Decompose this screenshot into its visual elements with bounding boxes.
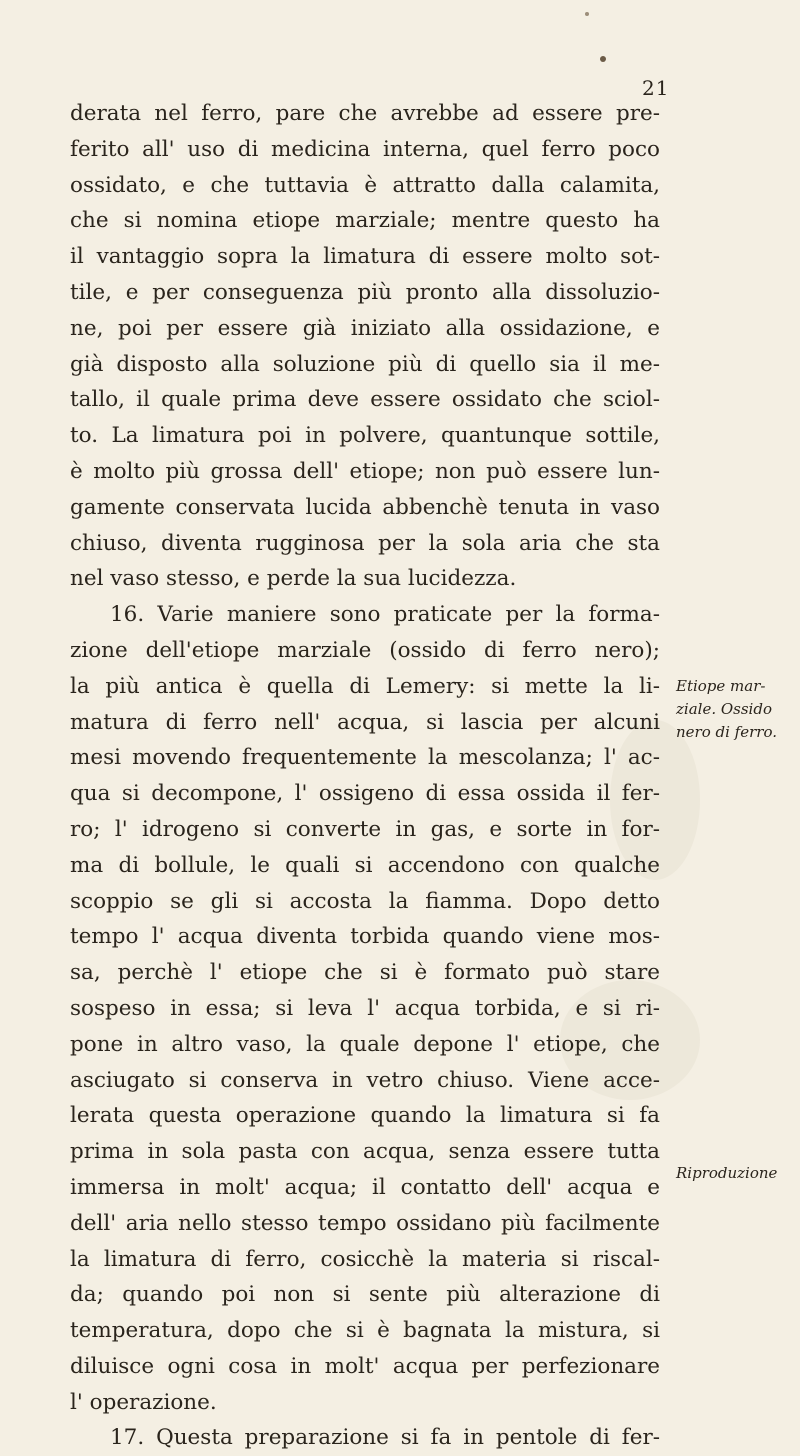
text-line: il vantaggio sopra la limatura di essere molto sot- [70,244,660,270]
text-line: gamente conservata lucida abbenchè tenuta in vaso [70,494,660,520]
text-line: l' operazione. [70,1389,217,1415]
text-line: ferito all' uso di medicina interna, quel ferro poco [70,136,660,162]
text-line: scoppio se gli si accosta la fiamma. Dopo detto [70,888,660,914]
text-line: tempo l' acqua diventa torbida quando viene mos- [70,924,660,950]
text-line: tile, e per conseguenza più pronto alla dissoluzio- [70,279,660,305]
text-line: la limatura di ferro, cosicchè la materia si riscal- [70,1246,660,1272]
margin-note-etiope [676,675,800,744]
text-line: tallo, il quale prima deve essere ossidato che sciol- [70,387,660,413]
text-line: già disposto alla soluzione più di quello sia il me- [70,351,660,377]
text-line: da; quando poi non si sente più alterazione di [70,1282,660,1308]
paragraph-start-17: 17. Questa preparazione si fa in pentole di fer- [110,1425,660,1451]
text-line: dell' aria nello stesso tempo ossidano più facilmente [70,1210,660,1236]
text-line: diluisce ogni cosa in molt' acqua per perfezionare [70,1353,660,1379]
margin-note-riproduzione: Riproduzione [676,1164,778,1182]
text-line: immersa in molt' acqua; il contatto dell' acqua e [70,1174,660,1200]
margin-note-line: ziale. Ossido [676,700,772,718]
ink-speck [600,56,606,62]
text-line: temperatura, dopo che si è bagnata la mistura, si [70,1318,660,1344]
text-line: nel vaso stesso, e perde la sua lucidezza. [70,566,517,592]
page-number: 21 [642,76,670,100]
text-line: matura di ferro nell' acqua, si lascia per alcuni [70,709,660,735]
margin-note-line: Etiope mar- [676,677,766,695]
text-line: pone in altro vaso, la quale depone l' etiope, che [70,1031,660,1057]
text-line: ma di bollule, le quali si accendono con qualche [70,852,660,878]
ink-speck [585,12,589,16]
margin-note-line: nero di ferro. [676,723,777,741]
text-line: lerata questa operazione quando la limatura si fa [70,1103,660,1129]
text-line: derata nel ferro, pare che avrebbe ad essere pre- [70,101,660,126]
text-line: sospeso in essa; si leva l' acqua torbida, e si ri- [70,995,660,1021]
text-line: to. La limatura poi in polvere, quantunque sottile, [70,423,660,449]
text-line: ne, poi per essere già iniziato alla ossidazione, e [70,315,660,341]
text-line: prima in sola pasta con acqua, senza essere tutta [70,1139,660,1165]
text-line: che si nomina etiope marziale; mentre questo ha [70,208,660,234]
text-line: ro; l' idrogeno si converte in gas, e sorte in for- [70,816,660,842]
text-line: la più antica è quella di Lemery: si mette la li- [70,673,660,699]
text-line: asciugato si conserva in vetro chiuso. Viene acce- [70,1067,660,1093]
text-line: è molto più grossa dell' etiope; non può essere lun- [70,458,660,484]
text-line: ossidato, e che tuttavia è attratto dalla calamita, [70,172,660,198]
text-line: mesi movendo frequentemente la mescolanza; l' ac- [70,745,660,771]
text-line: qua si decompone, l' ossigeno di essa ossida il fer- [70,781,660,807]
text-line: sa, perchè l' etiope che si è formato può stare [70,960,660,986]
text-line: zione dell'etiope marziale (ossido di ferro nero); [70,637,660,663]
text-line: chiuso, diventa rugginosa per la sola aria che sta [70,530,660,556]
main-text [70,96,660,1456]
paragraph-start-16: 16. Varie maniere sono praticate per la forma- [110,602,660,628]
